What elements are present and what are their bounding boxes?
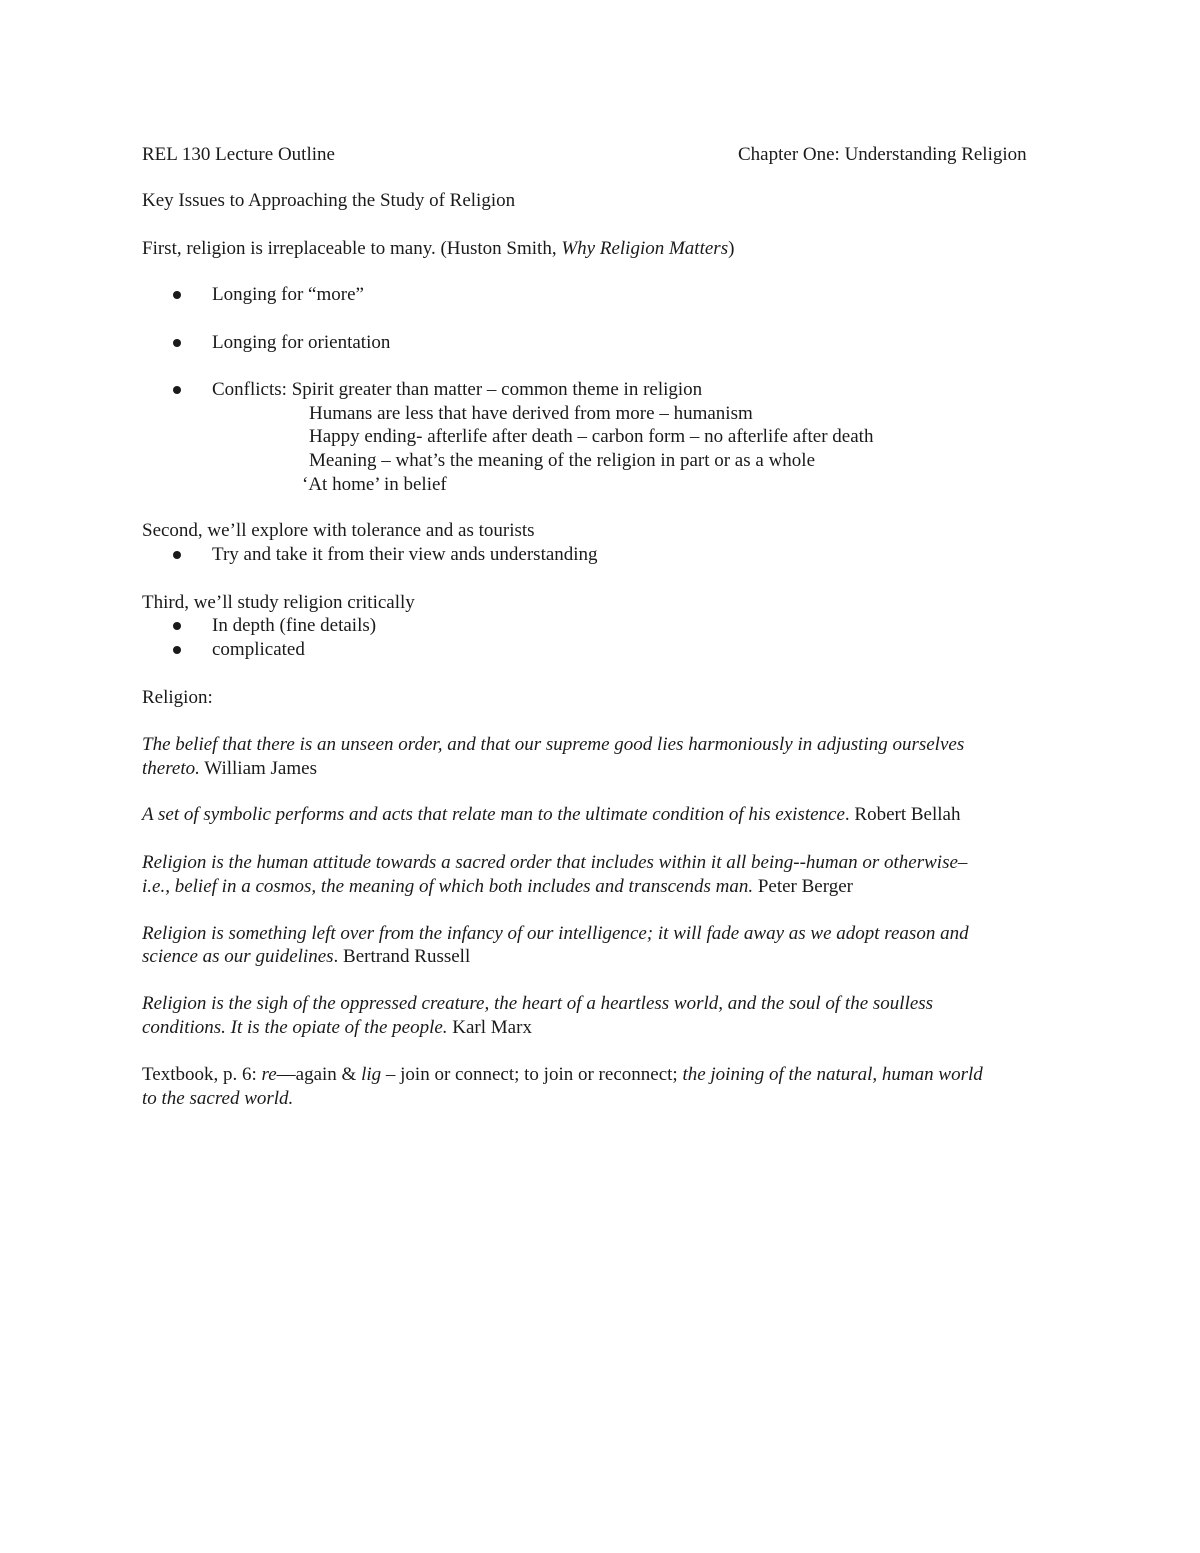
quote-author: Karl Marx [447,1017,532,1038]
quote-author: William James [199,758,317,779]
section-heading: Key Issues to Approaching the Study of Religion [142,190,516,211]
bullet-icon [173,622,181,630]
quote-author: . Bertrand Russell [333,946,471,967]
first-bullet-1: Longing for “more” [212,284,364,305]
quote-james-line-2 [142,757,317,781]
textbook-italic-1: the joining of the natural, human world [682,1064,983,1085]
quote-text: Religion is the sigh of the oppressed creature, the heart of a heartless world, and the soul of the soulless [142,993,934,1014]
religion-label: Religion: [142,687,213,708]
bullet-icon [173,339,181,347]
textbook-prefix: Textbook, p. 6: [142,1064,262,1085]
conflict-subitem-4: ‘At home’ in belief [302,474,447,495]
quote-text: thereto. [142,758,200,779]
header-chapter-title: Chapter One: Understanding Religion [738,144,1027,165]
conflict-subitem-2: Happy ending- afterlife after death – carbon form – no afterlife after death [309,426,874,447]
quote-bellah-line-1 [142,803,960,827]
second-point: Second, we’ll explore with tolerance and as tourists [142,520,535,541]
quote-james-line-1 [142,733,964,757]
quote-russell-line-1 [142,922,969,946]
quote-marx-line-1 [142,992,933,1016]
first-point-close: ) [728,238,735,259]
conflict-subitem-1: Humans are less that have derived from more – humanism [309,403,753,424]
second-bullet-1: Try and take it from their view ands understanding [212,544,598,565]
quote-text: The belief that there is an unseen order, and that our supreme good lies harmoniously in adjusting ourselves [142,734,965,755]
textbook-line-2 [142,1087,293,1111]
quote-text: Religion is the human attitude towards a sacred order that includes within it all being--human or otherwise– [142,852,968,873]
quote-berger-line-1 [142,851,967,875]
book-title: Why Religion Matters [561,238,729,259]
textbook-mid1: —again & [276,1064,362,1085]
quote-author: . Robert Bellah [844,804,961,825]
quote-marx-line-2 [142,1016,532,1040]
quote-author: Peter Berger [753,876,853,897]
first-bullet-3: Conflicts: Spirit greater than matter – common theme in religion [212,379,703,400]
quote-text: conditions. It is the opiate of the people. [142,1017,448,1038]
third-bullet-2: complicated [212,639,305,660]
quote-text: A set of symbolic performs and acts that relate man to the ultimate condition of his existence [142,804,845,825]
quote-russell-line-2 [142,945,470,969]
quote-text: science as our guidelines [142,946,334,967]
etymology-lig: lig [361,1064,382,1085]
first-bullet-2: Longing for orientation [212,332,391,353]
conflict-subitem-3: Meaning – what’s the meaning of the religion in part or as a whole [309,450,816,471]
bullet-icon [173,551,181,559]
bullet-icon [173,291,181,299]
first-point [142,237,734,261]
first-point-text: First, religion is irreplaceable to many. (Huston Smith, [142,238,562,259]
quote-text: Religion is something left over from the infancy of our intelligence; it will fade away as we adopt reason and [142,923,969,944]
quote-text: i.e., belief in a cosmos, the meaning of which both includes and transcends man. [142,876,754,897]
third-point: Third, we’ll study religion critically [142,592,415,613]
header-course-title: REL 130 Lecture Outline [142,144,335,165]
bullet-icon [173,386,181,394]
textbook-line-1 [142,1063,983,1087]
quote-berger-line-2 [142,875,853,899]
etymology-re: re [261,1064,277,1085]
third-bullet-1: In depth (fine details) [212,615,377,636]
textbook-italic-2: to the sacred world. [142,1088,294,1109]
bullet-icon [173,646,181,654]
textbook-mid2: – join or connect; to join or reconnect; [381,1064,683,1085]
